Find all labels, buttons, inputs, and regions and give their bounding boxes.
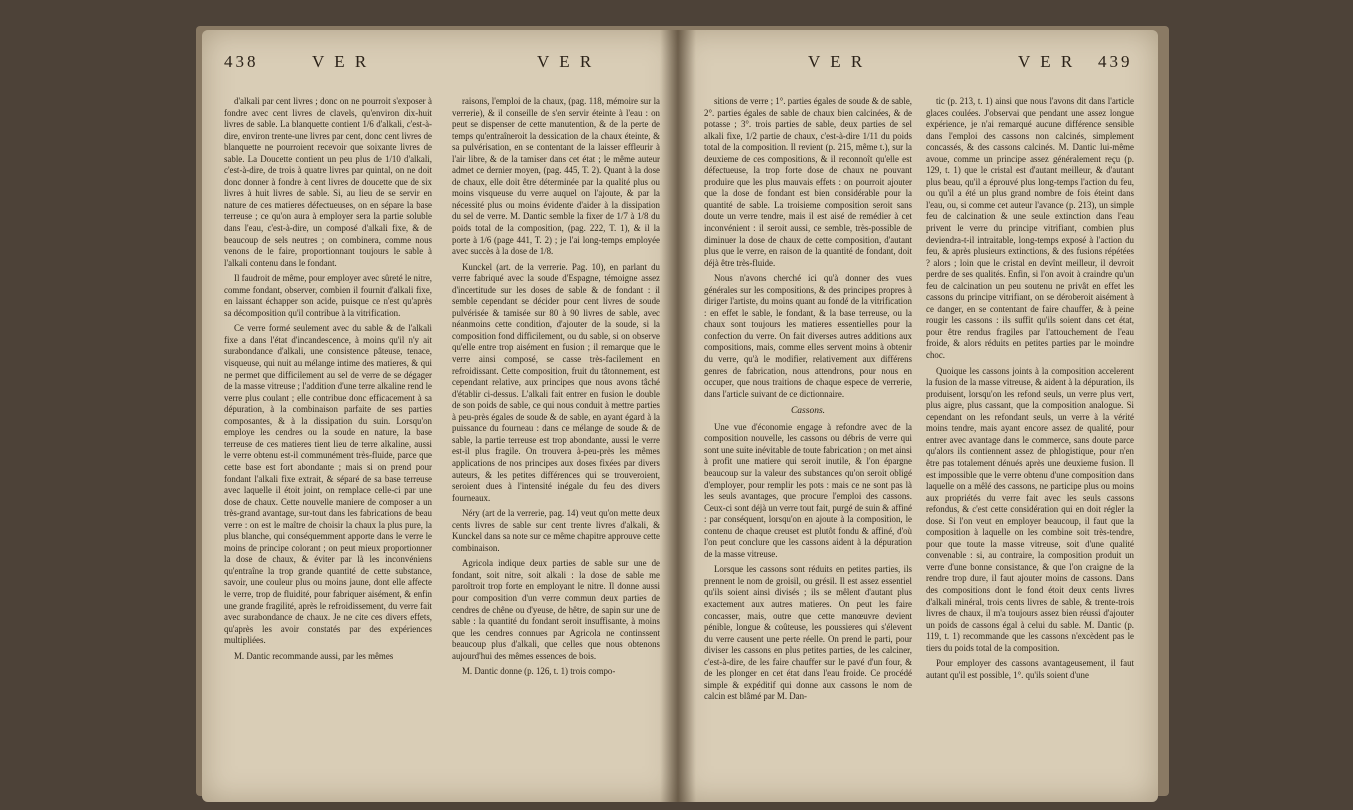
paragraph: Ce verre formé seulement avec du sable & de l'alkali fixe a dans l'état d'incandescence, à moins qu'il n'y ait surabondance d'alkali, une consistence pâteuse, tenace, visqueuse, qui nuit au mélange intime des matieres, & qui ne permet que difficilement au sel de verre de se dégager de la masse vitreuse ; l'addition d'une terre alkaline rend le verre plus coulant ; elle contribue donc efficacement à sa dépuration, à la combinaison parfaite de ses parties composantes, & à la dissipation du suin. Lorsqu'on employe les cendres ou la soude en nature, la base terreuse de ces matieres tient lieu de terre alkaline, aussi le verre obtenu est-il communément très-fluide, parce que cette base est fort abondante ; mais si on prend pour fondant l'alkali fixe extrait, & séparé de sa base terreuse avec laquelle il étoit joint, on remplace celle-ci par une dose de chaux. Cette nouvelle maniere de composer a un très-grand avantage, sur-tout dans les fabrications de beau verre : on est le maître de choisir la chaux la plus pure, la plus blanche, qui conséquemment apporte dans le verre le moins de principe colorant ; on peut mieux proportionner la dose de chaux, & éviter par là les inconvéniens qu'entraîne la trop grande quantité de cette substance, savoir, une couleur plus ou moins jaune, dont elle affecte le verre, trop de fluidité, pour fabriquer aisément, & enfin une grande fragilité, après le refroidissement, du verre fait avec surabondance de chaux. Je ne cite ces divers effets, qu'après les avoir constatés par des expériences multipliées. — [224, 323, 432, 646]
paragraph: Agricola indique deux parties de sable sur une de fondant, soit nitre, soit alkali : la dose de sable me paroîtroit trop forte en employant le nitre. Il donne aussi pour composition d'un verre commun deux parties de cendres de chêne ou d'yeuse, de hêtre, de sapin sur une de sable : la quantité du fondant seroit insuffisante, à moins que les cendres connues par Agricola ne continssent beaucoup plus d'alkali, que celles que nous obtenons aujourd'hui des mêmes essences de bois. — [452, 558, 660, 661]
text-column — [452, 96, 660, 786]
left-page — [202, 30, 678, 802]
running-head: V E R — [1018, 52, 1076, 71]
paragraph: M. Dantic recommande aussi, par les mêmes — [234, 650, 394, 661]
paragraph: Il faudroit de même, pour employer avec sûreté le nitre, comme fondant, observer, combien il fournit d'alkali fixe, en laissant échapper son acide, puisque ce n'est qu'après sa décomposition qu'il contribue à la vitrification. — [224, 273, 432, 318]
paragraph: Pour employer des cassons avantageusement, il faut autant qu'il est possible, 1°. qu'ils soient d'une — [926, 658, 1134, 680]
book-gutter — [660, 30, 696, 802]
paragraph: sitions de verre ; 1°. parties égales de soude & de sable, 2°. parties égales de sable de chaux bien calcinées, & de potasse ; 3°. trois parties de sable, deux parties de sel alkali fixe, 1/2 partie de chaux, c'est-à-dire 1/11 du poids total de la composition. Il revient (p. 215, même t.), sur la deuxieme de ces compositions, & il reconnoît qu'elle est défectueuse, la trop forte dose de chaux ne pouvant produire que les plus mauvais effets : on pourroit ajouter que la dose de fondant est bien considérable pour la quantité de sable. La troisieme composition seroit sans doute un verre tendre, mais il est aisé de remédier à cet inconvénient : il seroit aussi, ce semble, très-possible de diminuer la dose de chaux de cette composition, d'autant plus que le verre, en raison de la quantité de fondant, doit déjà être très-fluide. — [704, 96, 912, 268]
running-head: V E R — [808, 52, 866, 71]
paragraph: d'alkali par cent livres ; donc on ne pourroit s'exposer à fondre avec cent livres de clavels, qu'environ dix-huit livres de sable. La blanquette contient 1/6 d'alkali, c'est-à-dire, environ trente-une livres par cent, donc cent livres de blanquette ne pourroient recevoir que soixante livres de sable. La Doucette contient un peu plus de 1/10 d'alkali, c'est-à-dire, de trois à quatre livres par quintal, on ne doit donc donner à fondre à cent livres de doucette que de six livres à huit livres de sable. Si, au lieu de se servir en nature de ces matieres défectueuses, on en sépare la base terreuse ; ce qu'on aura à employer sera la partie soluble dans l'eau, c'est-à-dire, un composé d'alkali fixe, & de beaucoup de sels neutres ; on combinera, comme nous venons de le faire, proportionnant toujours le sable à l'alkali contenu dans le fondant. — [224, 96, 432, 268]
running-head: V E R — [312, 52, 370, 71]
running-head: V E R — [537, 52, 595, 71]
paragraph: tic (p. 213, t. 1) ainsi que nous l'avons dit dans l'article glaces coulées. J'observai que pendant une assez longue expérience, je n'ai remarqué aucune différence sensible dans l'emploi des cassons non calcinés, simplement concassés, & des cassons calcinés. M. Dantic lui-même avoue, comme un principe assez généralement reçu (p. 129, t. 1) que le cristal est d'autant meilleur, & d'autant plus beau, qu'il a éprouvé plus long-temps l'action du feu, ou qu'il a été un plus grand nombre de fois éteint dans l'eau, ou, si comme cet auteur l'avance (p. 213), un simple feu de calcination & une seule extinction dans l'eau privent le verre du principe vitrifiant, combien plus deviendra-t-il intraitable, long-temps exposé à l'action du feu, & après plusieurs extinctions, & des fusions répétées ? alors ; loin que le cristal en devînt meilleur, il devroit perdre de ses qualités. Enfin, si l'on avoit à craindre qu'un feu de calcination un peu soutenu ne privât en effet les cassons du principe vitrifiant, on se déroberoit aisément à ce danger, en se contentant de faire chauffer, & à peine rougir les cassons : ils suffit qu'ils soient dans cet état, pour être rendus fragiles par l'attouchement de l'eau froide, & alors réduits en petites parties par le moindre choc. — [926, 96, 1134, 361]
right-page — [678, 30, 1158, 802]
section-heading: Cassons. — [790, 406, 826, 417]
paragraph: Lorsque les cassons sont réduits en petites parties, ils prennent le nom de groisil, ou grésil. Il est assez essentiel qu'ils soient ainsi divisés ; ils se mêlent d'autant plus exactement aux autres matieres. On peut les faire concasser, mais, outre que cette manœuvre devient pénible, longue & coûteuse, les poussieres qui s'élevent du verre causent une perte réelle. On prend le parti, pour diviser les cassons en plus petites parties, de les calciner, c'est-à-dire, de les faire chauffer sur le pavé d'un four, & de les plonger en cet état dans l'eau froide. Ce procédé simple & expéditif qui donne aux cassons le nom de calcin est blâmé par M. Dan- — [704, 564, 912, 702]
paragraph: Nous n'avons cherché ici qu'à donner des vues générales sur les compositions, & des principes propres à diriger l'artiste, du moins quant au fondé de la vitrification : en effet le sable, le fondant, & la base terreuse, ou la chaux sont toujours les matieres essentielles pour la confection du verre. On fait diverses autres additions aux compositions, mais, comme elles servent moins à obtenir du verre, qu'à le modifier, relativement aux différens genres de fabrication, nous attendrons, pour nous en occuper, que nous traitions de chaque espece de verrerie, dans l'article suivant de ce dictionnaire. — [704, 273, 912, 399]
paragraph: Une vue d'économie engage à refondre avec de la composition nouvelle, les cassons ou débris de verre qui sont une suite inévitable de toute fabrication ; on met ainsi à profit une matiere qui seroit inutile, & l'on épargne beaucoup sur la valeur des substances qu'on seroit obligé d'employer, pour remplir les pots : mais ce ne sont pas là les seuls avantages, que procure l'emploi des cassons. Ceux-ci sont déjà un verre tout fait, purgé de suin & affiné : par conséquent, lorsqu'on en ajoute à la composition, le contenu de chaque creuset est plutôt fondu & affiné, d'où l'on peut conclure que les cassons aident à la dépuration de la masse vitreuse. — [704, 421, 912, 559]
paragraph: Kunckel (art. de la verrerie. Pag. 10), en parlant du verre fabriqué avec la soude d'Espagne, témoigne assez d'incertitude sur les doses de sable & de fondant : il semble cependant se décider pour cent livres de soude pulvérisée & tamisée sur 80 à 90 livres de sable, avec néanmoins cette condition, d'ajouter de la soude, si la composition fond difficilement, ou du sable, si on observe qu'elle entre trop aisément en fusion ; il remarque que le verre ainsi composé, se casse très-facilement en refroidissant. Cette composition, fruit du tâtonnement, est cependant relative, aux principes que nous avons tâché d'établir ci-dessus. L'alkali fait entrer en fusion le double de son poids de sable, ce qui nous conduit à mettre parties à peu-près égales de soude & de sable, en ayant égard à la puissance du fourneau : dans ce mélange de soude & de sable, la partie terreuse est trop abondante, aussi le verre est-il plus fragile. On trouvera à-peu-près les mêmes applications de nos principes aux doses fixées par divers auteurs, & les petites différences qui se trouveroient, seroient dues à l'intensité inégale du feu des divers fourneaux. — [452, 261, 660, 503]
paragraph: Quoique les cassons joints à la composition accelerent la fusion de la masse vitreuse, & aident à la dépuration, ils produisent, lorsqu'on les refond seuls, un verre plus vert, plus aigre, plus cassant, que la composition analogue. Si cependant on les refondant seuls, un verre à la vérité moins tendre, mais ayant encore assez de qualité, pour entrer avec avantage dans le commerce, sans doute parce qu'alors ils contiennent assez de phlogistique, pour n'en être pas totalement dénués après une deuxieme fusion. Il est impossible que le verre obtenu d'une composition dans laquelle on a mêlé des cassons, ne participe plus ou moins aux propriétés du verre fait avec les seuls cassons refondus, & c'est cette considération qui en doit régler la dose. Si l'on veut en employer beaucoup, il faut que la composition à laquelle on les combine soit très-tendre, pour que toute la masse vitreuse, soit d'une qualité convenable : si, au contraire, la composition produit un verre d'une bonne consistance, & que l'on craigne de la rendre trop dure, il faut ajouter moins de cassons. Dans des compositions dont le fond étoit deux cents livres d'alkali minéral, trois cents livres de sable, & trente-trois livres de chaux, il m'a toujours assez bien réussi d'ajouter un poids de cassons égal à celui du sable. M. Dantic (p. 119, t. 1) recommande que les cassons n'excèdent pas le tiers du poids total de la composition. — [926, 365, 1134, 653]
page-number: 438 — [224, 52, 259, 71]
text-column — [704, 96, 912, 786]
page-number: 439 — [1098, 52, 1133, 71]
text-column — [224, 96, 432, 786]
paragraph: raisons, l'emploi de la chaux, (pag. 118, mémoire sur la verrerie), & il conseille de s'en servir éteinte à l'eau : on peut se dispenser de cette manutention, & de la perte de temps qu'entraîneroit la dessication de la chaux éteinte, & sa pulvérisation, en se contentant de la laisser effleurir à l'air libre, & de la tamiser dans cet état ; le même auteur admet ce dernier moyen, (pag. 445, T. 2). Quant à la dose de chaux, elle doit être déterminée par la qualité plus ou moins visqueuse du verre auquel on l'ajoute, & par la nécessité plus ou moins évidente d'aider à la dissipation du sel de verre. M. Dantic semble la fixer de 1/7 à 1/8 du poids total de la composition, (pag. 222, T. 1), & il la porte à 1/6 (page 441, T. 2) ; je l'ai long-temps employée avec succès à la dose de 1/8. — [452, 96, 660, 257]
text-column — [926, 96, 1134, 786]
paragraph: M. Dantic donne (p. 126, t. 1) trois compo- — [462, 666, 616, 677]
paragraph: Néry (art de la verrerie, pag. 14) veut qu'on mette deux cents livres de sable sur cent trente livres d'alkali, & Kunckel dans sa note sur ce même chapitre approuve cette combinaison. — [452, 508, 660, 553]
